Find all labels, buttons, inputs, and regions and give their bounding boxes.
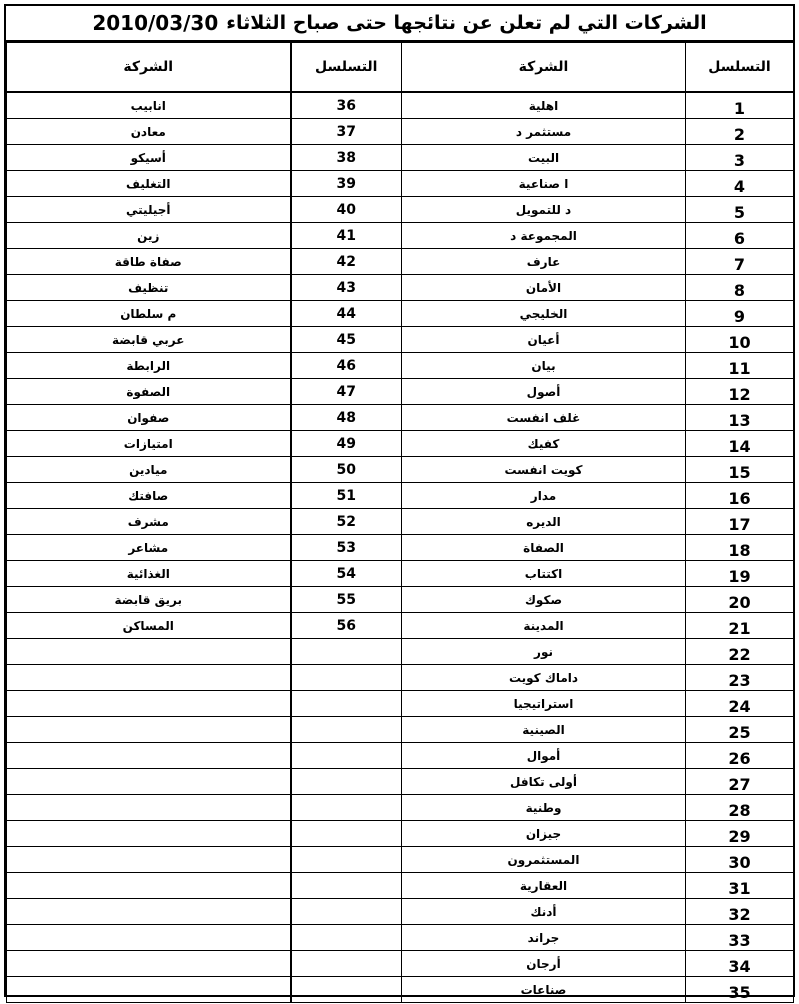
company-name-left (7, 717, 291, 743)
company-name-right: كفيك (402, 431, 686, 457)
serial-number-right: 29 (686, 821, 794, 847)
table-row (7, 717, 794, 743)
serial-number-left (291, 639, 402, 665)
serial-number-left (291, 665, 402, 691)
company-name-right: اهلية (402, 92, 686, 119)
company-name-right: المجموعة د (402, 223, 686, 249)
company-name-left: الصفوة (7, 379, 291, 405)
company-name-right: الصفاة (402, 535, 686, 561)
table-row (7, 769, 794, 795)
table-row (7, 951, 794, 977)
serial-number-left (291, 769, 402, 795)
serial-number-left: 48 (291, 405, 402, 431)
company-name-right: عارف (402, 249, 686, 275)
header-row (7, 43, 794, 93)
serial-number-right: 5 (686, 197, 794, 223)
company-name-right: أولى تكافل (402, 769, 686, 795)
serial-number-left (291, 899, 402, 925)
serial-number-right: 4 (686, 171, 794, 197)
serial-number-left: 44 (291, 301, 402, 327)
company-name-left (7, 665, 291, 691)
serial-number-right: 13 (686, 405, 794, 431)
company-name-left: الغذائية (7, 561, 291, 587)
serial-number-left: 51 (291, 483, 402, 509)
company-name-left: ميادين (7, 457, 291, 483)
table-row (7, 353, 794, 379)
serial-number-left (291, 795, 402, 821)
header-serial-right: التسلسل (686, 43, 794, 93)
company-name-right: نور (402, 639, 686, 665)
table-row (7, 821, 794, 847)
table-row (7, 925, 794, 951)
serial-number-right: 23 (686, 665, 794, 691)
company-name-left: الرابطة (7, 353, 291, 379)
company-name-left: عربي قابضة (7, 327, 291, 353)
company-name-right: أدنك (402, 899, 686, 925)
serial-number-left: 56 (291, 613, 402, 639)
company-name-right: استراتيجيا (402, 691, 686, 717)
company-name-right: المدينة (402, 613, 686, 639)
company-name-right: الخليجي (402, 301, 686, 327)
table-row (7, 535, 794, 561)
company-name-left (7, 951, 291, 977)
company-name-right: أعيان (402, 327, 686, 353)
company-name-right: غلف انفست (402, 405, 686, 431)
company-name-right: كويت انفست (402, 457, 686, 483)
serial-number-right: 30 (686, 847, 794, 873)
table-row (7, 119, 794, 145)
table-row (7, 639, 794, 665)
header-serial-left: التسلسل (291, 43, 402, 93)
table-row (7, 977, 794, 1003)
serial-number-left: 43 (291, 275, 402, 301)
company-name-left: المساكن (7, 613, 291, 639)
table-row (7, 457, 794, 483)
serial-number-left: 46 (291, 353, 402, 379)
table-body (7, 92, 794, 1003)
company-name-left: التغليف (7, 171, 291, 197)
table-row (7, 197, 794, 223)
table-row (7, 249, 794, 275)
serial-number-right: 34 (686, 951, 794, 977)
serial-number-right: 2 (686, 119, 794, 145)
company-name-left (7, 769, 291, 795)
company-name-left: زين (7, 223, 291, 249)
company-name-right: صناعات (402, 977, 686, 1003)
company-name-left: تنظيف (7, 275, 291, 301)
company-name-right: جيزان (402, 821, 686, 847)
company-name-left: صفوان (7, 405, 291, 431)
serial-number-right: 16 (686, 483, 794, 509)
company-name-left (7, 821, 291, 847)
company-name-left (7, 925, 291, 951)
company-name-left (7, 691, 291, 717)
company-name-right: المستثمرون (402, 847, 686, 873)
table-row (7, 145, 794, 171)
serial-number-right: 11 (686, 353, 794, 379)
table-row (7, 613, 794, 639)
serial-number-left: 38 (291, 145, 402, 171)
serial-number-right: 22 (686, 639, 794, 665)
serial-number-right: 12 (686, 379, 794, 405)
serial-number-left (291, 691, 402, 717)
table-row (7, 171, 794, 197)
table-row (7, 483, 794, 509)
serial-number-right: 28 (686, 795, 794, 821)
serial-number-right: 25 (686, 717, 794, 743)
serial-number-left (291, 925, 402, 951)
serial-number-right: 27 (686, 769, 794, 795)
serial-number-left: 41 (291, 223, 402, 249)
company-name-left (7, 873, 291, 899)
serial-number-right: 32 (686, 899, 794, 925)
serial-number-right: 17 (686, 509, 794, 535)
table-row (7, 561, 794, 587)
serial-number-left (291, 717, 402, 743)
company-name-left: معادن (7, 119, 291, 145)
table-row (7, 743, 794, 769)
company-name-left: مشرف (7, 509, 291, 535)
company-name-left: بريق قابضة (7, 587, 291, 613)
serial-number-left (291, 873, 402, 899)
company-name-right: الصينية (402, 717, 686, 743)
serial-number-left: 55 (291, 587, 402, 613)
serial-number-right: 33 (686, 925, 794, 951)
serial-number-left: 37 (291, 119, 402, 145)
serial-number-right: 6 (686, 223, 794, 249)
title-text: الشركات التي لم تعلن عن نتائجها حتى صباح الثلاثاء (226, 12, 707, 34)
company-name-left (7, 639, 291, 665)
serial-number-right: 3 (686, 145, 794, 171)
table-row (7, 223, 794, 249)
table-row (7, 405, 794, 431)
serial-number-left (291, 977, 402, 1003)
company-name-right: الأمان (402, 275, 686, 301)
table-row (7, 899, 794, 925)
companies-table (6, 42, 794, 1003)
serial-number-left: 39 (291, 171, 402, 197)
company-name-right: اكتتاب (402, 561, 686, 587)
serial-number-left: 53 (291, 535, 402, 561)
company-name-right: أموال (402, 743, 686, 769)
company-name-left (7, 847, 291, 873)
document-sheet (4, 4, 795, 1002)
serial-number-left: 49 (291, 431, 402, 457)
serial-number-left (291, 951, 402, 977)
serial-number-left: 54 (291, 561, 402, 587)
table-row (7, 847, 794, 873)
company-name-right: العقارية (402, 873, 686, 899)
serial-number-right: 20 (686, 587, 794, 613)
company-name-left: مشاعر (7, 535, 291, 561)
serial-number-left: 47 (291, 379, 402, 405)
company-name-left (7, 795, 291, 821)
table-row (7, 795, 794, 821)
header-company-left: الشركة (7, 43, 291, 93)
serial-number-left (291, 847, 402, 873)
serial-number-left (291, 743, 402, 769)
table-row (7, 873, 794, 899)
serial-number-left: 40 (291, 197, 402, 223)
serial-number-right: 9 (686, 301, 794, 327)
serial-number-left: 45 (291, 327, 402, 353)
page-title (6, 6, 793, 42)
serial-number-right: 18 (686, 535, 794, 561)
company-name-right: أرجان (402, 951, 686, 977)
company-name-right: البيت (402, 145, 686, 171)
company-name-left: أسيكو (7, 145, 291, 171)
table-row (7, 301, 794, 327)
company-name-right: داماك كويت (402, 665, 686, 691)
company-name-left: صفاة طاقة (7, 249, 291, 275)
serial-number-left: 50 (291, 457, 402, 483)
serial-number-right: 8 (686, 275, 794, 301)
table-row (7, 275, 794, 301)
company-name-right: أصول (402, 379, 686, 405)
table-row (7, 379, 794, 405)
serial-number-right: 26 (686, 743, 794, 769)
serial-number-left: 36 (291, 92, 402, 119)
company-name-left: امتيازات (7, 431, 291, 457)
table-row (7, 665, 794, 691)
serial-number-right: 1 (686, 92, 794, 119)
company-name-right: ا صناعية (402, 171, 686, 197)
serial-number-right: 24 (686, 691, 794, 717)
serial-number-left: 42 (291, 249, 402, 275)
serial-number-right: 15 (686, 457, 794, 483)
company-name-left (7, 743, 291, 769)
serial-number-right: 35 (686, 977, 794, 1003)
company-name-left: أجيليتي (7, 197, 291, 223)
serial-number-right: 19 (686, 561, 794, 587)
company-name-right: جراند (402, 925, 686, 951)
serial-number-right: 10 (686, 327, 794, 353)
company-name-left: م سلطان (7, 301, 291, 327)
company-name-right: بيان (402, 353, 686, 379)
table-row (7, 92, 794, 119)
table-row (7, 327, 794, 353)
table-row (7, 691, 794, 717)
company-name-right: وطنية (402, 795, 686, 821)
header-company-right: الشركة (402, 43, 686, 93)
company-name-right: مدار (402, 483, 686, 509)
company-name-left (7, 899, 291, 925)
serial-number-right: 7 (686, 249, 794, 275)
serial-number-left: 52 (291, 509, 402, 535)
company-name-left: صافتك (7, 483, 291, 509)
company-name-right: د للتمويل (402, 197, 686, 223)
company-name-left (7, 977, 291, 1003)
title-date: 2010/03/30 (92, 11, 219, 35)
table-row (7, 509, 794, 535)
company-name-right: صكوك (402, 587, 686, 613)
serial-number-right: 31 (686, 873, 794, 899)
table-row (7, 587, 794, 613)
company-name-right: مستثمر د (402, 119, 686, 145)
company-name-right: الديره (402, 509, 686, 535)
serial-number-right: 14 (686, 431, 794, 457)
serial-number-right: 21 (686, 613, 794, 639)
serial-number-left (291, 821, 402, 847)
company-name-left: انابيب (7, 92, 291, 119)
table-row (7, 431, 794, 457)
